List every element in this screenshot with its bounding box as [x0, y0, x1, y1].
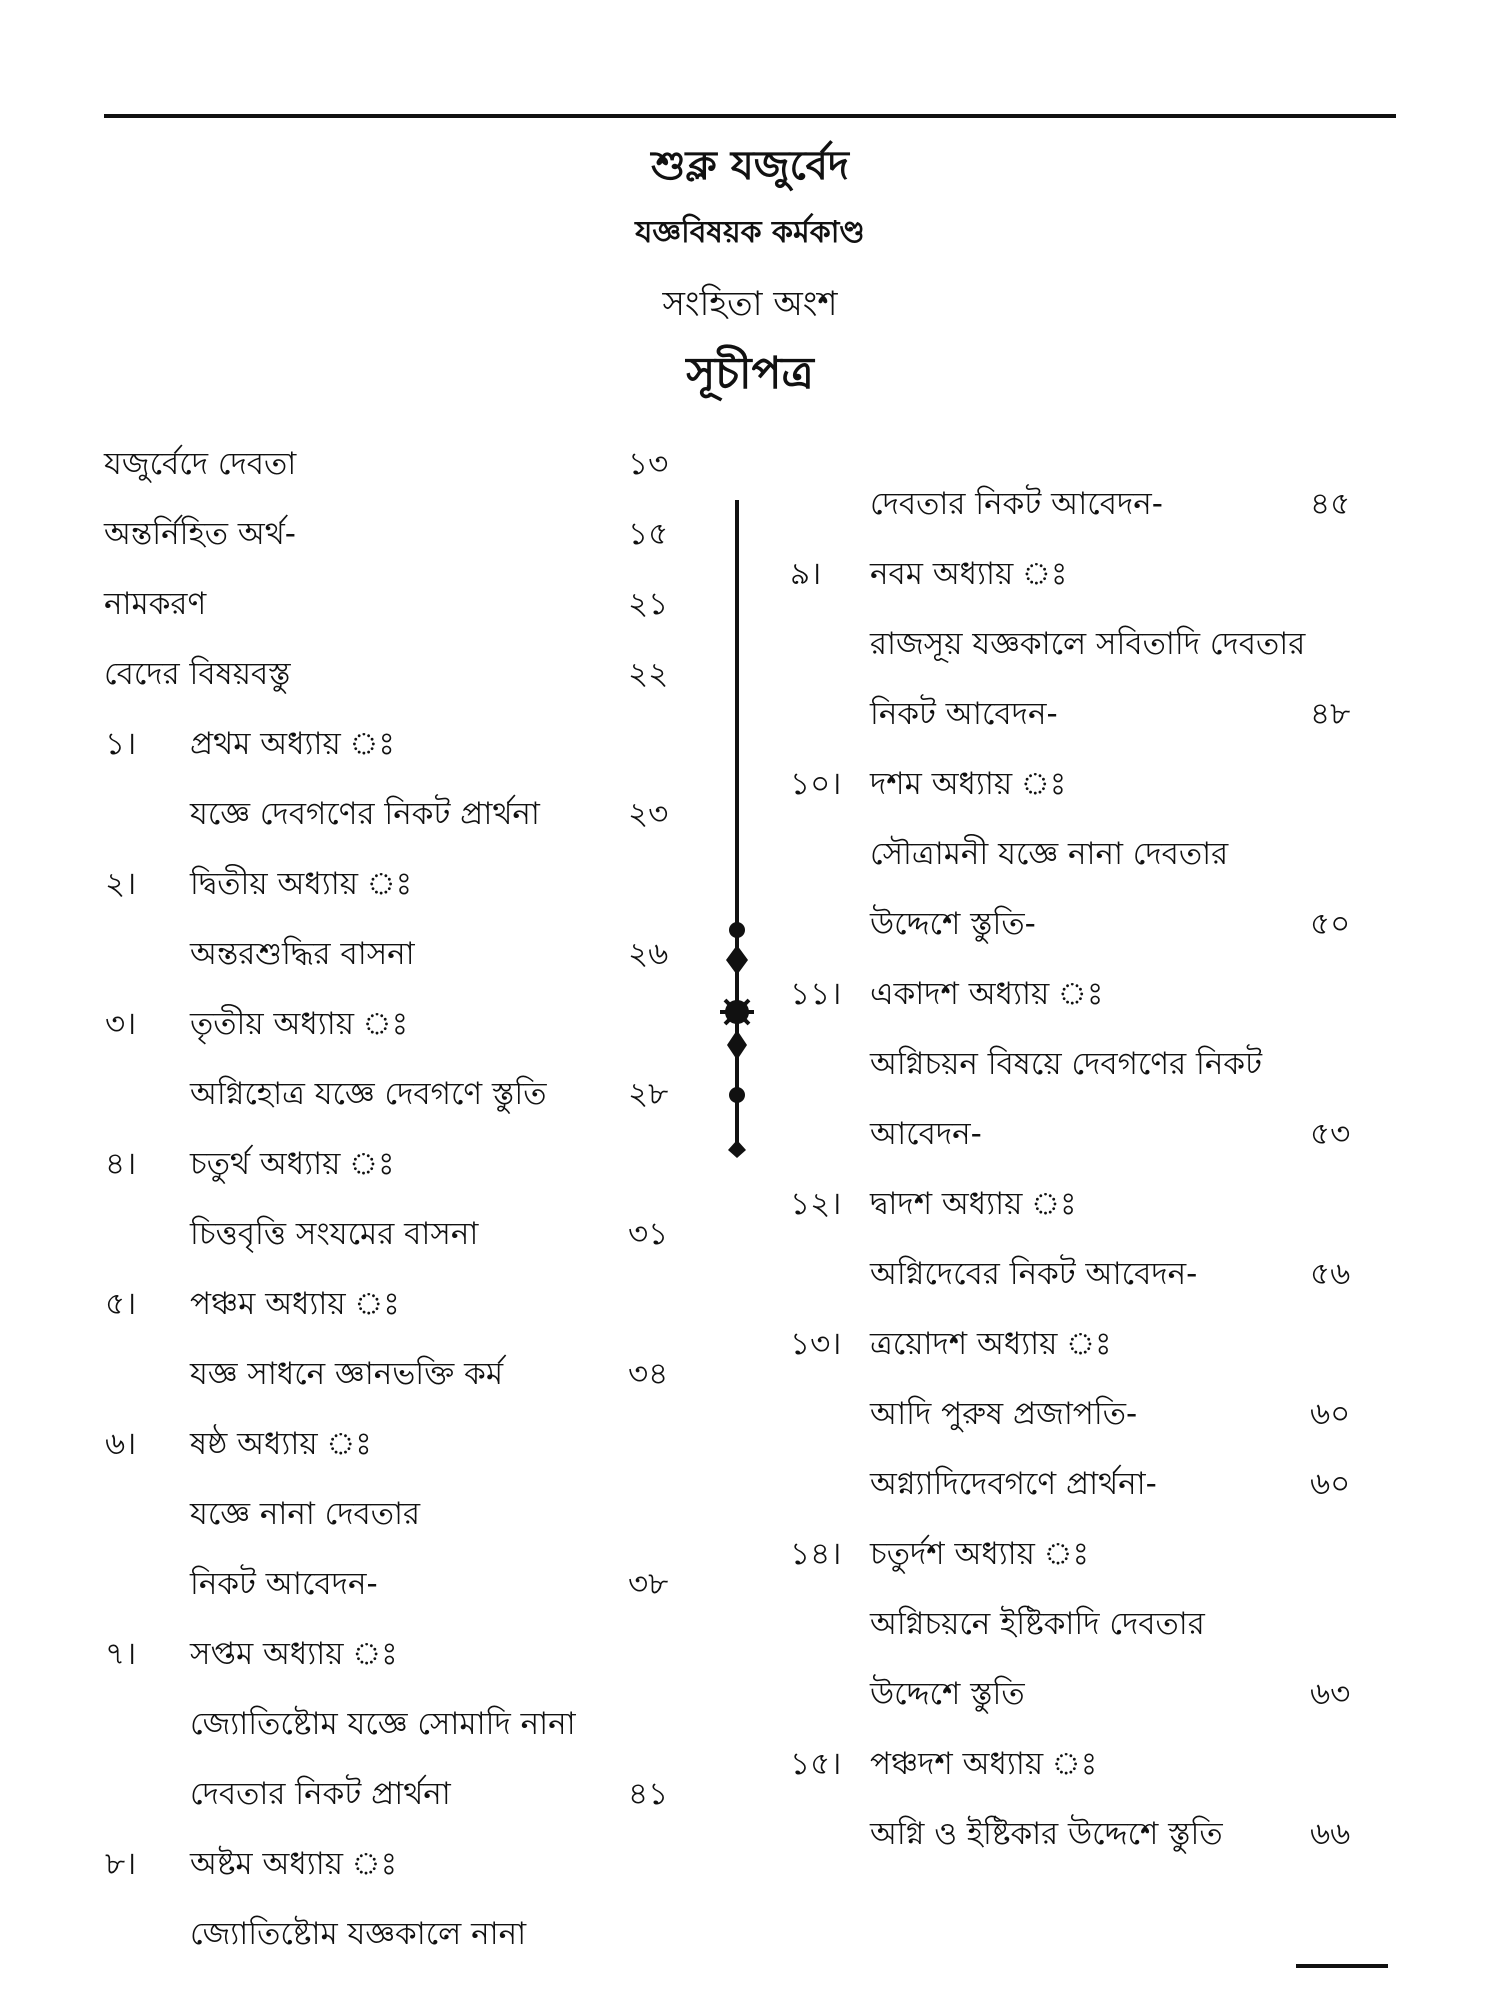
entry-title: চিত্তবৃত্তি সংযমের বাসনা [190, 1216, 479, 1252]
entry-title: দেবতার নিকট প্রার্থনা [190, 1776, 451, 1812]
page-number: ৪১ [628, 1776, 669, 1812]
page-number: ২৬ [628, 936, 669, 972]
chapter-number: ১১। [790, 976, 842, 1012]
page-number: ২৩ [628, 796, 669, 832]
page-number: ৫০ [1310, 906, 1351, 942]
entry-title: যজ্ঞ সাধনে জ্ঞানভক্তি কর্ম [190, 1356, 504, 1392]
page-number: ১৩ [628, 446, 669, 482]
entry-title: যজ্ঞে দেবগণের নিকট প্রার্থনা [190, 796, 540, 832]
entry-title: দ্বাদশ অধ্যায় ঃ [870, 1186, 1077, 1222]
entry-title: চতুর্থ অধ্যায় ঃ [190, 1146, 395, 1182]
entry-title: অগ্নিচয়ন বিষয়ে দেবগণের নিকট [870, 1046, 1262, 1082]
entry-title: অগ্নিচয়নে ইষ্টিকাদি দেবতার [870, 1606, 1205, 1642]
entry-title: চতুর্দশ অধ্যায় ঃ [870, 1536, 1090, 1572]
book-section: সংহিতা অংশ [662, 284, 838, 324]
entry-title: অন্তর্নিহিত অর্থ- [104, 516, 296, 552]
entry-title: নামকরণ [104, 586, 207, 622]
chapter-number: ৭। [105, 1636, 137, 1672]
chapter-number: ৯। [790, 556, 822, 592]
entry-title: নবম অধ্যায় ঃ [870, 556, 1068, 592]
page-number: ৬৩ [1310, 1676, 1351, 1712]
page-number: ২১ [628, 586, 669, 622]
entry-title: অগ্নিহোত্র যজ্ঞে দেবগণে স্তুতি [190, 1076, 547, 1112]
page-number: ৬০ [1310, 1396, 1351, 1432]
contents-heading: সূচীপত্র [686, 348, 814, 399]
chapter-number: ১৫। [790, 1746, 842, 1782]
entry-title: উদ্দেশে স্তুতি [870, 1676, 1025, 1712]
entry-title: যজুর্বেদে দেবতা [104, 446, 297, 482]
entry-title: জ্যোতিষ্টোম যজ্ঞে সোমাদি নানা [190, 1706, 576, 1742]
entry-title: উদ্দেশে স্তুতি- [870, 906, 1036, 942]
entry-title: জ্যোতিষ্টোম যজ্ঞকালে নানা [190, 1916, 527, 1952]
page-number: ৬৬ [1310, 1816, 1351, 1852]
entry-title: আবেদন- [870, 1116, 982, 1152]
entry-title: রাজসূয় যজ্ঞকালে সবিতাদি দেবতার [870, 626, 1306, 662]
chapter-number: ১৪। [790, 1536, 842, 1572]
entry-title: ত্রয়োদশ অধ্যায় ঃ [870, 1326, 1112, 1362]
chapter-number: ১০। [790, 766, 842, 802]
entry-title: দশম অধ্যায় ঃ [870, 766, 1067, 802]
page-number: ৪৮ [1310, 696, 1351, 732]
entry-title: ষষ্ঠ অধ্যায় ঃ [190, 1426, 372, 1462]
page-number: ৩১ [628, 1216, 669, 1252]
entry-title: পঞ্চদশ অধ্যায় ঃ [870, 1746, 1098, 1782]
book-subtitle: যজ্ঞবিষয়ক কর্মকাণ্ড [635, 215, 865, 250]
page-number: ২৮ [628, 1076, 669, 1112]
entry-title: অষ্টম অধ্যায় ঃ [190, 1846, 398, 1882]
entry-title: তৃতীয় অধ্যায় ঃ [190, 1006, 409, 1042]
entry-title: যজ্ঞে নানা দেবতার [190, 1496, 421, 1532]
chapter-number: ৩। [105, 1006, 137, 1042]
entry-title: দেবতার নিকট আবেদন- [870, 486, 1163, 522]
entry-title: একাদশ অধ্যায় ঃ [870, 976, 1104, 1012]
page-number: ৪৫ [1310, 486, 1351, 522]
page-number: ৩৪ [628, 1356, 669, 1392]
entry-title: পঞ্চম অধ্যায় ঃ [190, 1286, 400, 1322]
page-number: ৬০ [1310, 1466, 1351, 1502]
entry-title: সৌত্রামনী যজ্ঞে নানা দেবতার [870, 836, 1229, 872]
entry-title: অগ্নি ও ইষ্টিকার উদ্দেশে স্তুতি [870, 1816, 1223, 1852]
entry-title: আদি পুরুষ প্রজাপতি- [870, 1396, 1138, 1432]
entry-title: অগ্ন্যাদিদেবগণে প্রার্থনা- [870, 1466, 1157, 1502]
book-title: শুক্ল যজুর্বেদ [651, 143, 849, 189]
entry-title: নিকট আবেদন- [870, 696, 1058, 732]
entry-title: প্রথম অধ্যায় ঃ [190, 726, 395, 762]
chapter-number: ৮। [105, 1846, 137, 1882]
chapter-number: ১৩। [790, 1326, 842, 1362]
entry-title: বেদের বিষয়বস্তু [104, 656, 291, 692]
page-number: ৫৬ [1310, 1256, 1351, 1292]
page-number: ২২ [628, 656, 669, 692]
chapter-number: ১২। [790, 1186, 842, 1222]
page-number: ১৫ [628, 516, 669, 552]
entry-title: অন্তরশুদ্ধির বাসনা [190, 936, 415, 972]
page-number: ৩৮ [628, 1566, 669, 1602]
entry-title: দ্বিতীয় অধ্যায় ঃ [190, 866, 413, 902]
chapter-number: ২। [105, 866, 137, 902]
chapter-number: ৫। [105, 1286, 137, 1322]
entry-title: সপ্তম অধ্যায় ঃ [190, 1636, 398, 1672]
bottom-rule [1296, 1964, 1388, 1968]
page-number: ৫৩ [1310, 1116, 1351, 1152]
entry-title: অগ্নিদেবের নিকট আবেদন- [870, 1256, 1198, 1292]
chapter-number: ১। [105, 726, 137, 762]
chapter-number: ৬। [105, 1426, 137, 1462]
entry-title: নিকট আবেদন- [190, 1566, 378, 1602]
chapter-number: ৪। [105, 1146, 137, 1182]
